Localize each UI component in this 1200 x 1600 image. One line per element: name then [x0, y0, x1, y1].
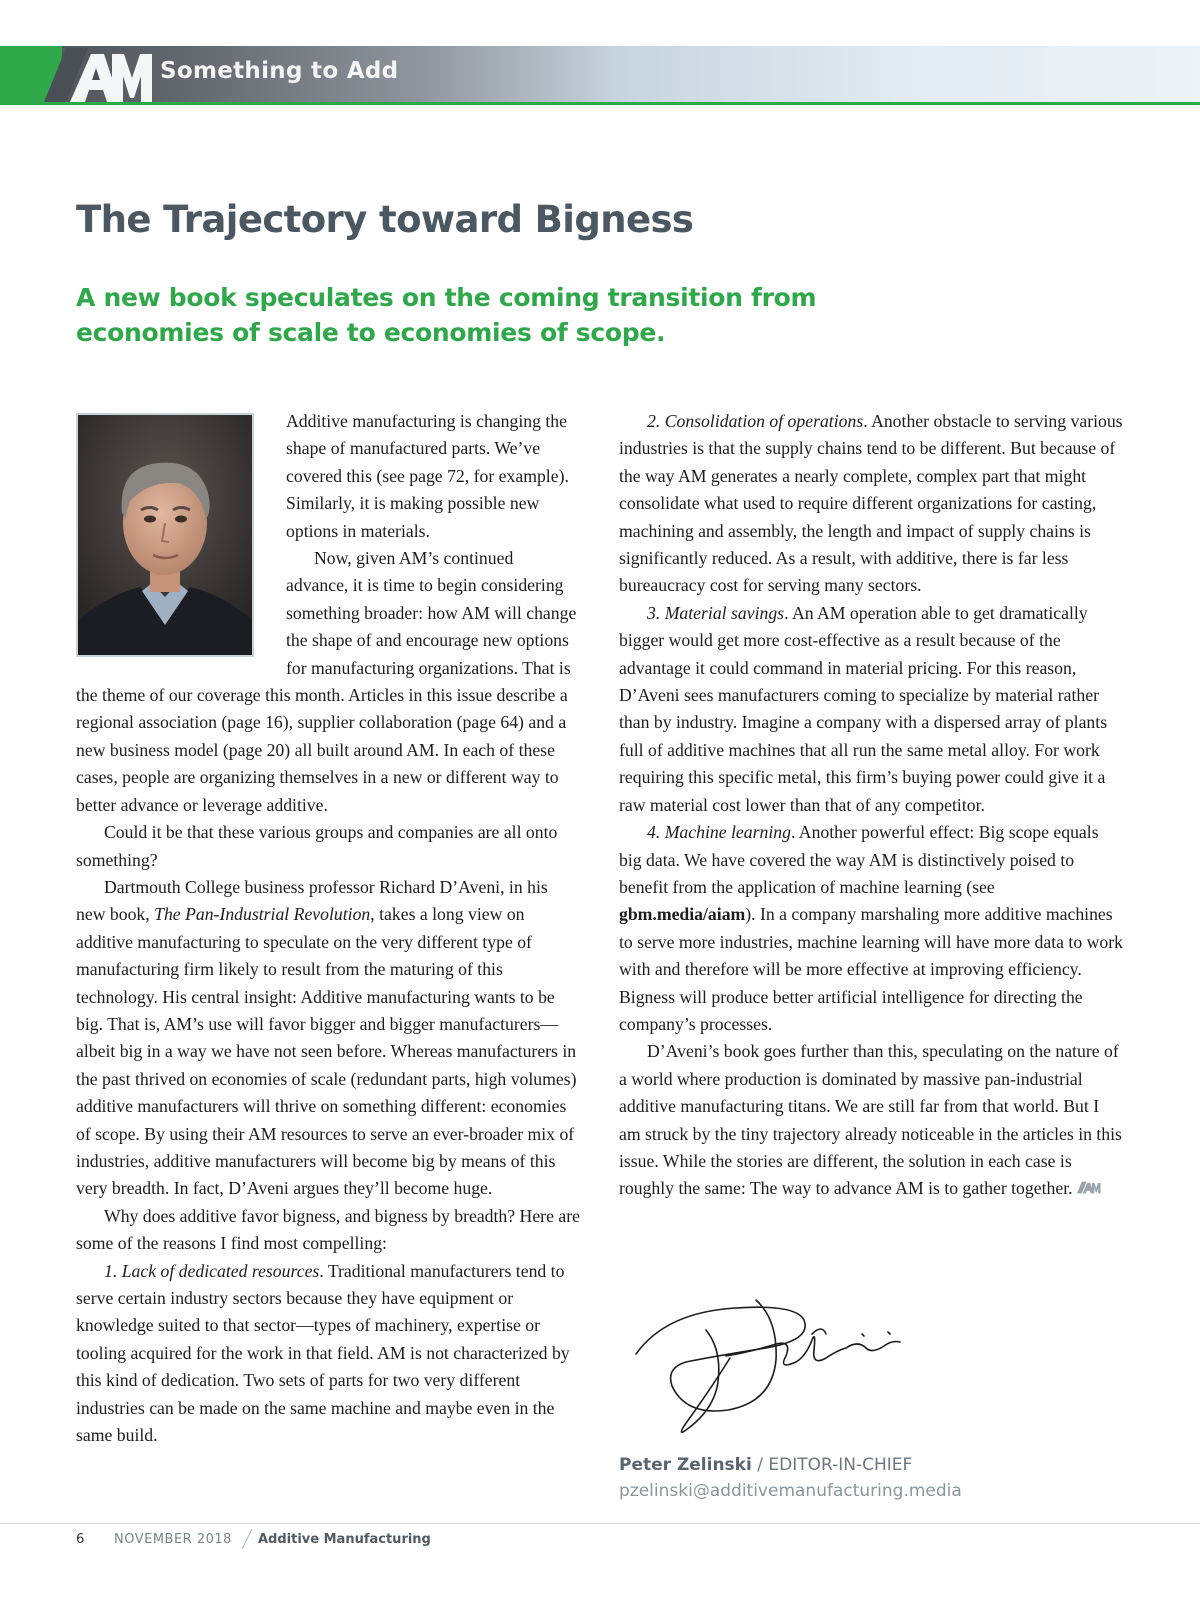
footer-rule: [0, 1523, 1200, 1524]
footer-slash-icon: [240, 1528, 254, 1550]
am-logo-icon: [44, 48, 154, 102]
reason-heading: 1. Lack of dedicated resources: [104, 1260, 320, 1281]
paragraph-theme: Now, given AM’s continued advance, it is time to begin considering something broader: how AM will change the shape of and encourage new options for manufacturing organizations. That is the theme of our coverage this month. Articles in this issue describe a regional association (page 16), supplier collaboration (page 64) and a new business model (page 20) all built around AM. In each of these cases, people are organizing themselves in a new or different way to better advance or leverage additive.: [76, 548, 577, 815]
handwritten-signature: [626, 1290, 916, 1440]
paragraph-reason-1: [76, 1258, 580, 1450]
text-span: . Another powerful effect: Big scope equals big data. We have covered the way AM is distinctively poised to benefit from the application of machine learning (see: [619, 822, 1099, 897]
paragraph-book-intro: [76, 874, 580, 1203]
reason-heading: 3. Material savings: [647, 602, 785, 623]
text-span: . Traditional manufacturers tend to serve certain industry sectors because they have equipment or knowledge suited to that sector—types of machinery, expertise or tooling acquired for the work in that field. AM is not characterized by this kind of dedication. Two sets of parts for two very different industries can be made on the same machine and maybe even in the same build.: [76, 1260, 570, 1446]
reason-heading: 4. Machine learning: [647, 822, 791, 843]
photo-wrap-spacer: [76, 408, 286, 682]
reason-heading: 2. Consolidation of operations: [647, 411, 864, 431]
article-column-right: [619, 408, 1125, 1203]
editor-name: Peter Zelinski: [619, 1455, 752, 1475]
paragraph-question: Could it be that these various groups and companies are all onto something?: [76, 822, 558, 870]
header-rule: [0, 102, 1200, 105]
article-headline: The Trajectory toward Bigness: [76, 198, 694, 241]
editor-email-link[interactable]: pzelinski@additivemanufacturing.media: [619, 1481, 962, 1501]
text-span: , takes a long view on additive manufacturing to speculate on the very different type of manufacturing firm likely to result from the maturing of this technology. His central insight: Additive manufacturing wants to be big. That is, AM’s use will favor bigger and bigger manufacturers—albeit big in a way we have not seen before. Whereas manufacturers in the past thrived on economies of scale (redundant parts, high volumes) additive manufacturers will thrive on something different: economies of scope. By using their AM resources to serve an ever-broader mix of industries, additive manufacturers will become big by means of this very breadth. In fact, D’Aveni argues they’ll become huge.: [76, 904, 577, 1199]
magazine-name: Additive Manufacturing: [258, 1532, 431, 1547]
signature-separator: /: [751, 1455, 769, 1475]
paragraph-reasons-intro: Why does additive favor bigness, and bigness by breadth? Here are some of the reasons I find most compelling:: [76, 1205, 580, 1254]
article-column-left: [76, 408, 580, 1449]
paragraph-reason-2: [619, 408, 1125, 600]
text-span: D’Aveni’s book goes further than this, speculating on the nature of a world where production is dominated by massive pan-industrial additive manufacturing titans. We are still far from that world. But I am struck by the tiny trajectory already noticeable in the articles in this issue. While the stories are different, the solution in each case is roughly the same: The way to advance AM is to gather together.: [619, 1041, 1122, 1199]
text-span: . An AM operation able to get dramatically bigger would get more cost-effective as a result because of the advantage it could command in material pricing. For this reason, D’Aveni sees manufacturers coming to specialize by material rather than by industry. Imagine a company with a dispersed array of plants full of additive machines that all run the same metal alloy. For work requiring this specific metal, this firm’s buying power could give it a raw material cost lower than that of any competitor.: [619, 602, 1108, 815]
section-header: [0, 46, 1200, 104]
text-span: . Another obstacle to serving various industries is that the supply chains tend to be different. But because of the way AM generates a nearly complete, complex part that might consolidate what used to require different organizations for casting, machining and assembly, the length and impact of supply chains is significantly reduced. As a result, with additive, there is far less bureaucracy cost for serving many sectors.: [619, 411, 1123, 596]
editor-role: EDITOR-IN-CHIEF: [768, 1455, 913, 1475]
paragraph-reason-3: [619, 600, 1125, 819]
am-endmark-icon: [1077, 1181, 1101, 1194]
link-gbm[interactable]: gbm.media/aiam: [619, 904, 746, 925]
paragraph-conclusion: [619, 1038, 1125, 1202]
article-deck: A new book speculates on the coming transition from economies of scale to economies of scope.: [76, 283, 817, 347]
signature-name-line: [619, 1455, 912, 1475]
issue-date: NOVEMBER 2018: [114, 1532, 232, 1547]
paragraph-reason-4: [619, 819, 1125, 1038]
section-title: Something to Add: [160, 58, 399, 84]
page-number: 6: [76, 1532, 85, 1547]
text-span: Dartmouth College business professor Richard D’Aveni, in his new book,: [76, 876, 548, 925]
paragraph-intro: Additive manufacturing is changing the shape of manufactured parts. We’ve covered this (see page 72, for example). Similarly, it is making possible new options in materials.: [286, 411, 569, 541]
book-title: The Pan-Industrial Revolution: [154, 904, 371, 925]
text-span: ). In a company marshaling more additive machines to serve more industries, machine learning will have more data to work with and therefore will be more effective at improving efficiency. Bigness will produce better artificial intelligence for directing the company’s processes.: [619, 904, 1123, 1034]
